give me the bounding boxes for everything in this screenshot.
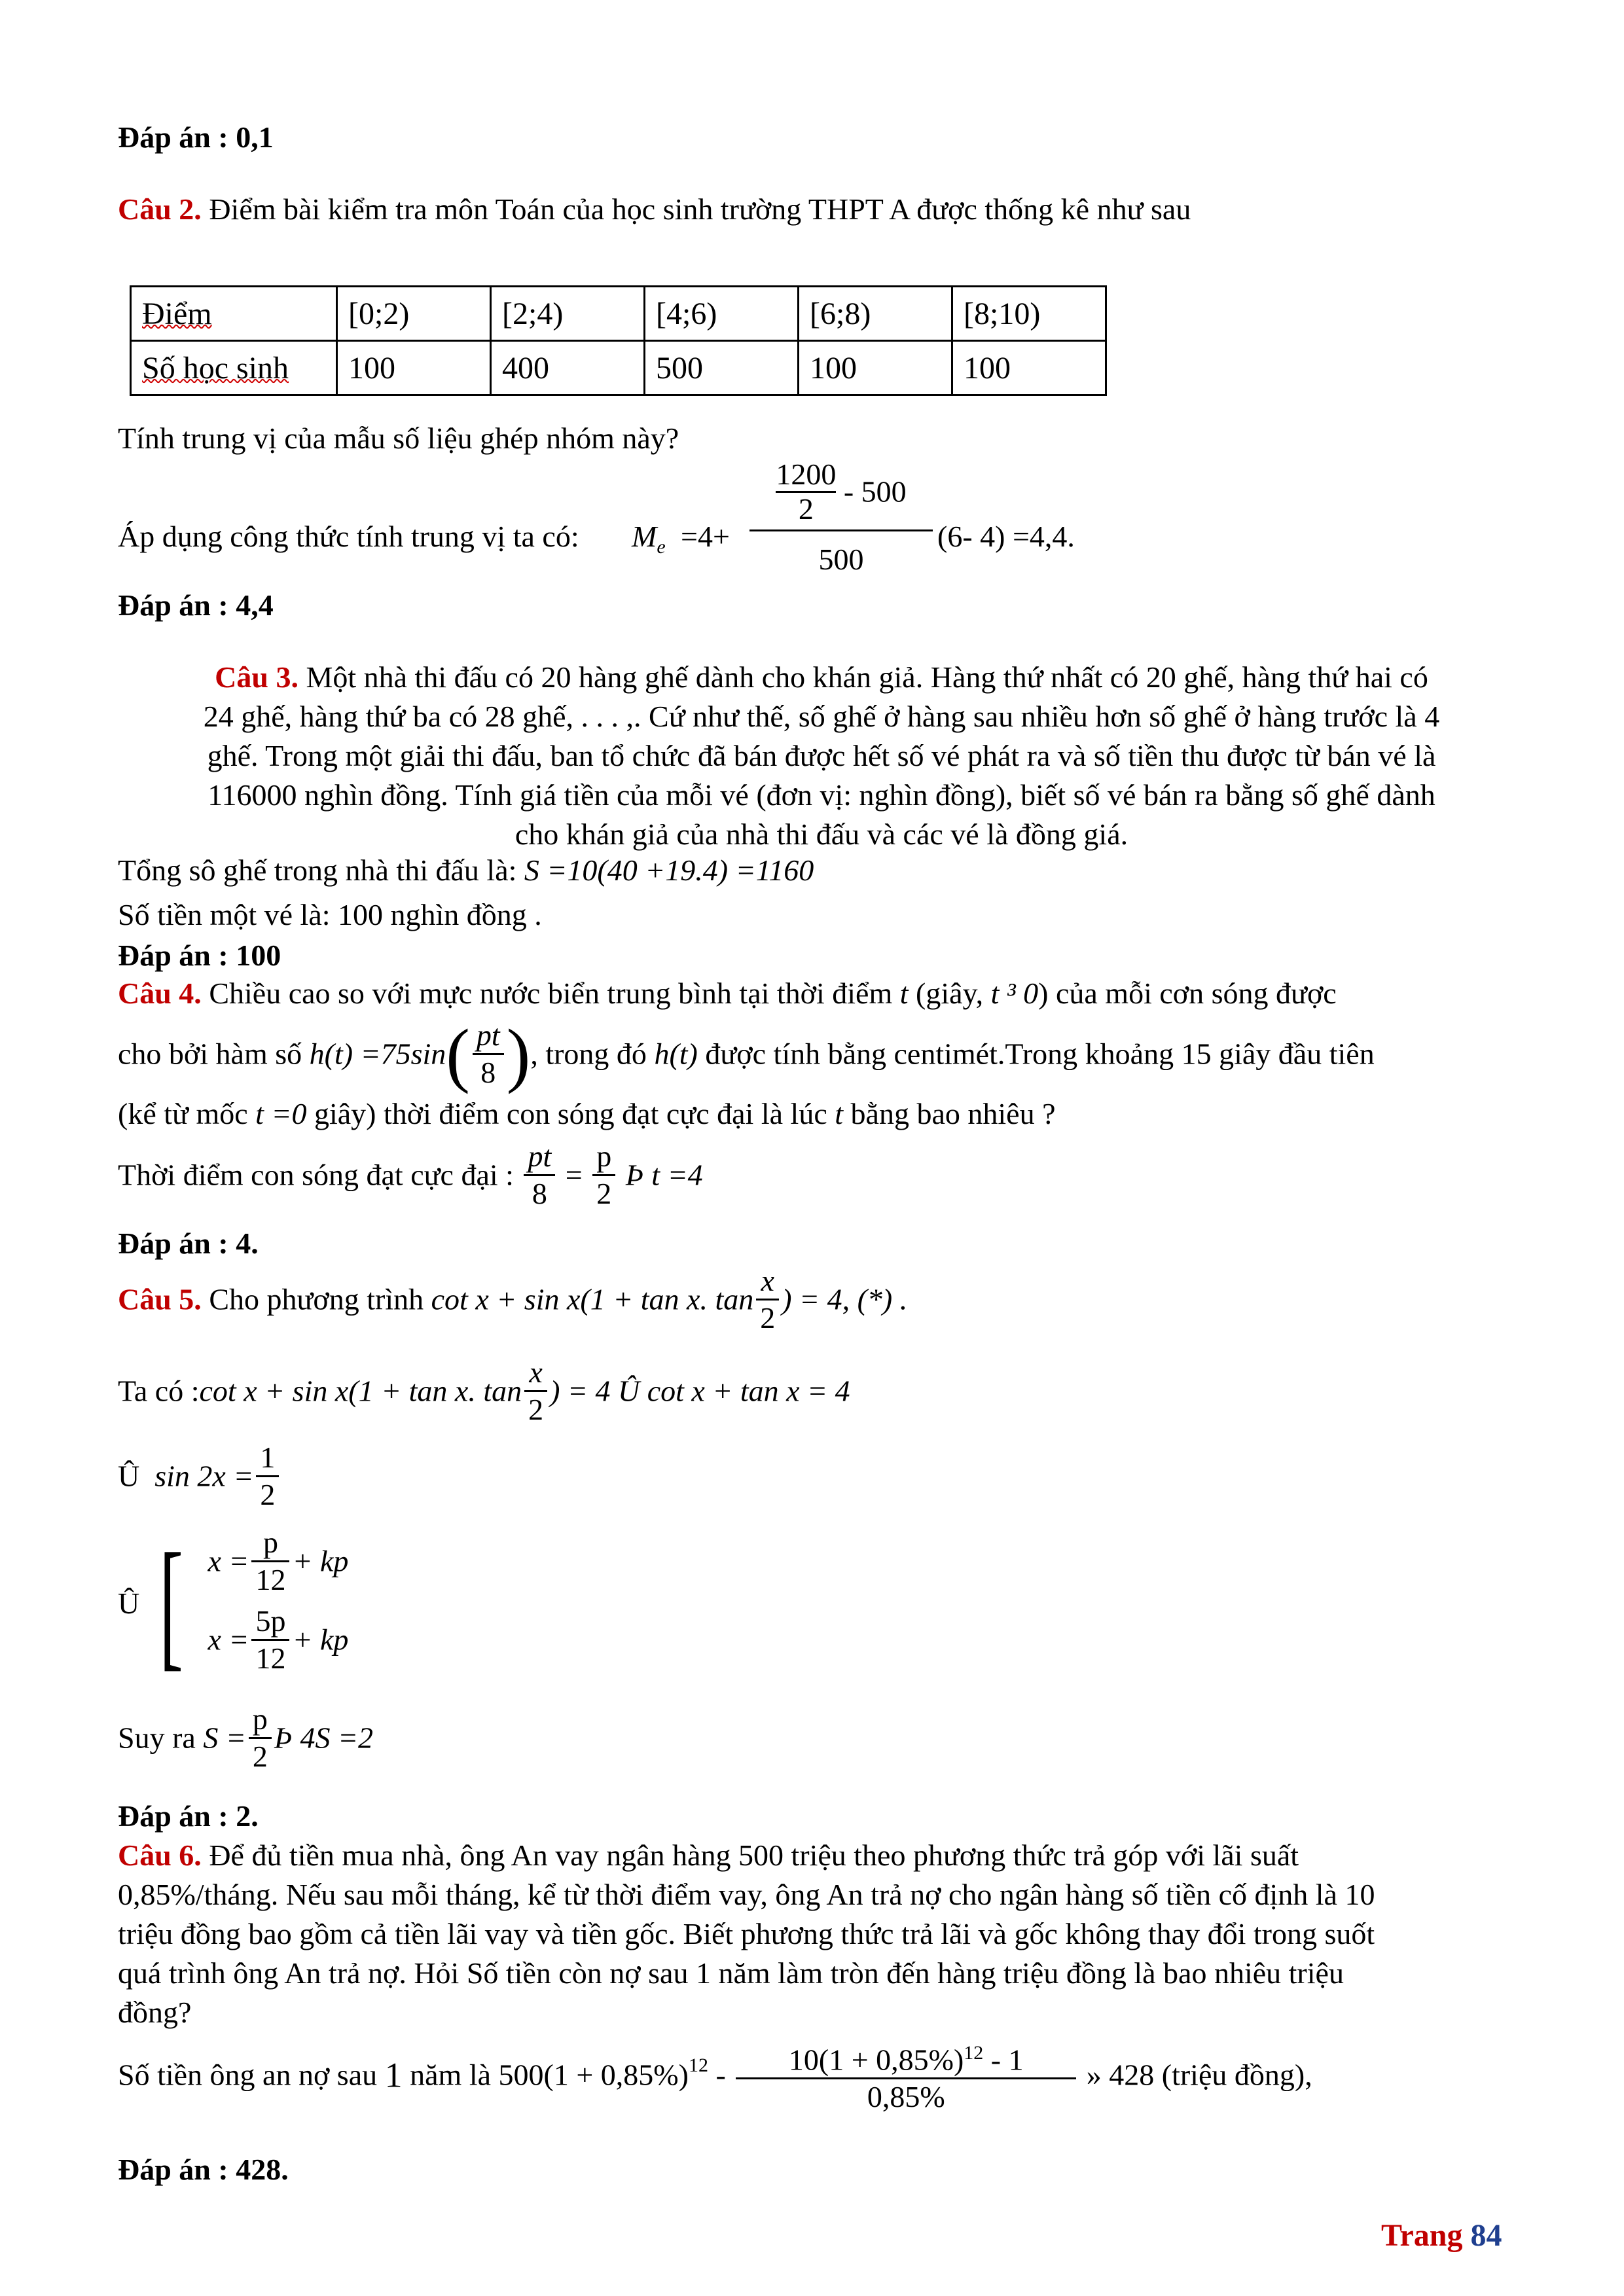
q3-answer: Đáp án : 100 <box>118 939 281 972</box>
q2-solution-text: Áp dụng công thức tính trung vị ta có: <box>118 520 579 553</box>
q6-line: Câu 6. Để đủ tiền mua nhà, ông An vay ngân hàng 500 triệu theo phương thức trả góp với lãi suất <box>118 1839 1299 1872</box>
table-cell: [8;10) <box>952 287 1106 341</box>
page-number: Trang 84 <box>1381 2218 1502 2253</box>
median-symbol: $M_e$ <box>632 520 666 558</box>
q3-line: cho khán giả của nhà thi đấu và các vé là đồng giá. <box>514 817 1128 851</box>
table-cell: 100 <box>952 341 1106 395</box>
q4-line-3: (kể từ mốc t =0 giây) thời điểm con sóng đạt cực đại là lúc t bằng bao nhiêu ? <box>118 1097 1056 1130</box>
score-table <box>130 285 1107 396</box>
table-cell: 100 <box>337 341 491 395</box>
q2-answer: Đáp án : 4,4 <box>118 588 274 622</box>
table-cell: [2;4) <box>491 287 645 341</box>
q3-line: 116000 nghìn đồng. Tính giá tiền của mỗi vé (đơn vị: nghìn đồng), biết số vé bán ra bằng số ghế dành <box>208 778 1435 812</box>
table-cell: 500 <box>645 341 799 395</box>
q5-solution-2: Û sin 2x = $\frac{1}{2}$ <box>118 1440 1525 1518</box>
q6-line: quá trình ông An trả nợ. Hỏi Số tiền còn nợ sau 1 năm làm tròn đến hàng triệu đồng là bao nhiêu triệu <box>118 1956 1344 1990</box>
table-cell: [6;8) <box>799 287 952 341</box>
q6-solution: Số tiền ông an nợ sau 1 năm là $500(1 + 0,85\%)^{12}$ - $\frac{10(1 + 0,85\%)^{12} - 1}{0,85\%}$ » 428 (triệu đồng), <box>118 2036 1525 2134</box>
case-item: x = $\frac{p}{12}$ + kp <box>208 1526 349 1596</box>
q2-solution <box>118 458 1525 583</box>
table-cell: 100 <box>799 341 952 395</box>
q6-line: triệu đồng bao gồm cả tiền lãi vay và tiền gốc. Biết phương thức trả lãi và gốc không thay đổi trong suốt <box>118 1917 1375 1950</box>
q6-answer: Đáp án : 428. <box>118 2153 289 2186</box>
table-cell: [4;6) <box>645 287 799 341</box>
q5-answer: Đáp án : 2. <box>118 1799 259 1833</box>
formula-eq: =4+ <box>681 520 730 553</box>
q5-statement: Câu 5. Cho phương trình cot x + sin x(1 + tan x. tan $\frac{x}{2}$ ) = 4, (*) . <box>118 1264 908 1335</box>
q4-line-2: cho bởi hàm số h(t) =75sin( $\frac{pt}{8}$ ), trong đó h(t) được tính bằng centimét.Trong khoảng 15 giây đầu tiên <box>118 1014 1375 1094</box>
q1-answer: Đáp án : 0,1 <box>118 120 274 154</box>
q2-statement <box>118 190 1525 229</box>
table-cell: [0;2) <box>337 287 491 341</box>
q2-text: Điểm bài kiểm tra môn Toán của học sinh trường THPT A được thống kê như sau <box>209 192 1191 226</box>
q3-statement <box>118 658 1525 854</box>
q3-line: ghế. Trong một giải thi đấu, ban tổ chức đã bán được hết số vé phát ra và số tiền thu được từ bán vé là <box>207 739 1436 772</box>
q4-line-1: Câu 4. Chiều cao so với mực nước biển trung bình tại thời điểm t (giây, t ³ 0) của mỗi cơn sóng được <box>118 977 1337 1010</box>
formula-tail: (6- 4) =4,4. <box>937 520 1075 553</box>
q3-solution-2: Số tiền một vé là: 100 nghìn đồng . <box>118 898 542 931</box>
q6-line: 0,85%/tháng. Nếu sau mỗi tháng, kể từ thời điểm vay, ông An trả nợ cho ngân hàng số tiền cố định là 10 <box>118 1878 1375 1911</box>
table-row <box>131 287 1106 341</box>
q3-line: Câu 3. Một nhà thi đấu có 20 hàng ghế dành cho khán giả. Hàng thứ nhất có 20 ghế, hàng thứ hai có <box>215 660 1428 694</box>
q3-line: 24 ghế, hàng thứ ba có 28 ghế, . . . ,. Cứ như thế, số ghế ở hàng sau nhiều hơn số ghế ở hàng trước là 4 <box>203 700 1440 733</box>
q5-solution-1: Ta có :cot x + sin x(1 + tan x. tan $\frac{x}{2}$ ) = 4 Û cot x + tan x = 4 <box>118 1355 850 1426</box>
q3-solution-1: Tổng sô ghế trong nhà thi đấu là: S =10(40 +19.4) =1160 <box>118 853 814 887</box>
q2-label: Câu 2. <box>118 192 202 226</box>
q5-solution-3: Û [ x = $\frac{p}{12}$ + kp x = $\frac{5p}{12}$ + kp <box>118 1524 349 1683</box>
q4-solution: Thời điểm con sóng đạt cực đại : $\frac{pt}{8}$ = $\frac{p}{2}$ Þ t =4 <box>118 1139 703 1210</box>
formula-numerator: $\frac{1200}{2}$ - 500 <box>749 458 933 531</box>
table-row <box>131 341 1106 395</box>
q4-answer: Đáp án : 4. <box>118 1227 259 1260</box>
q6-statement <box>118 1836 1525 2032</box>
q5-solution-4: Suy ra S = $\frac{p}{2}$ Þ 4S =2 <box>118 1702 374 1773</box>
table-row-label: Số học sinh <box>131 341 337 395</box>
formula-denominator: 500 <box>818 543 864 576</box>
q6-line: đồng? <box>118 1996 192 2029</box>
case-list <box>208 1525 349 1682</box>
table-header-label: Điểm <box>131 287 337 341</box>
table-cell: 400 <box>491 341 645 395</box>
case-item: x = $\frac{5p}{12}$ + kp <box>208 1604 349 1675</box>
q2-question: Tính trung vị của mẫu số liệu ghép nhóm này? <box>118 422 679 455</box>
